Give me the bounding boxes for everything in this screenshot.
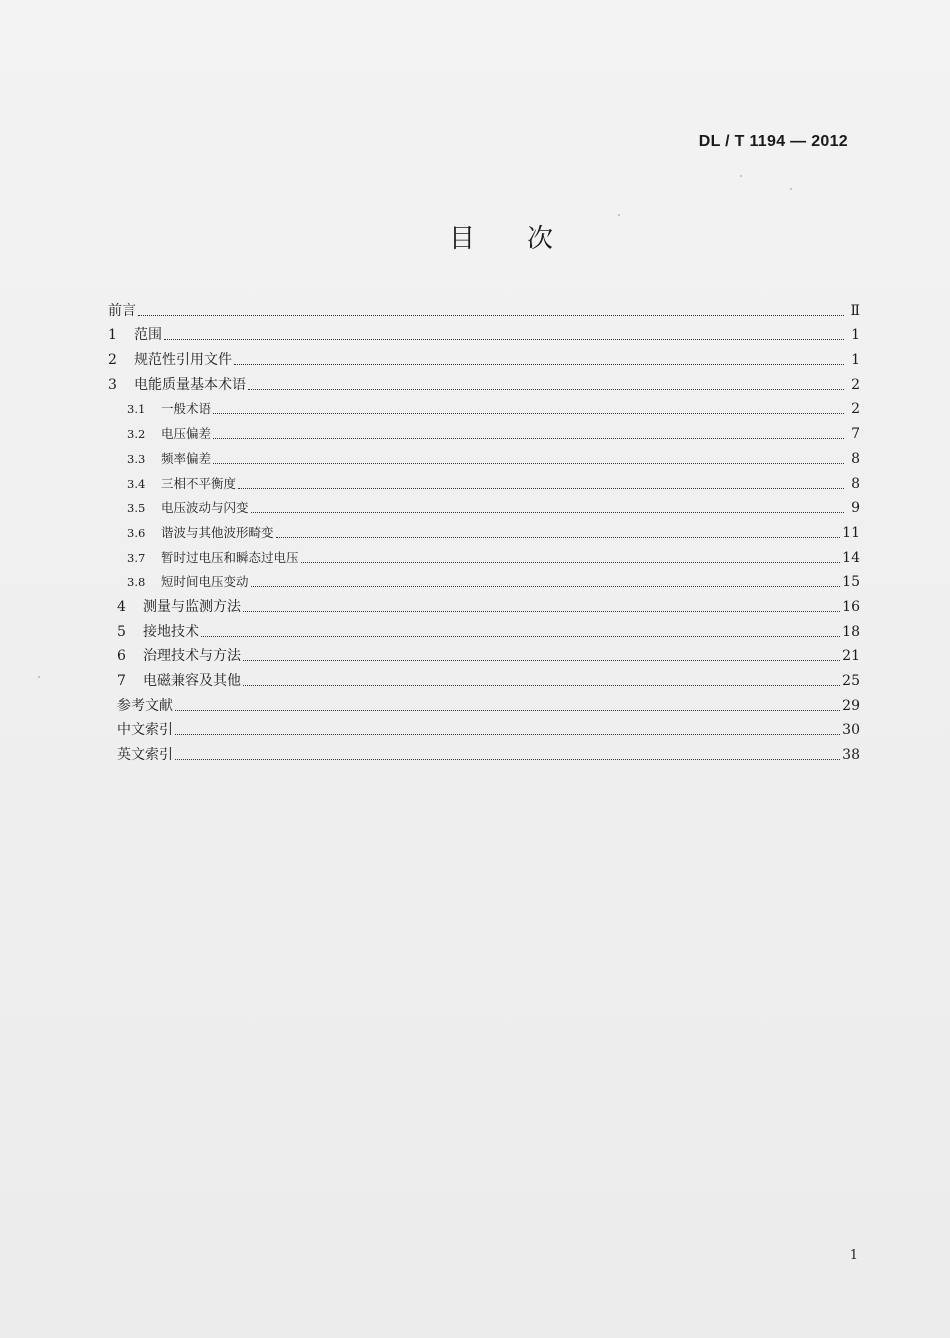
- toc-entry-foreword[interactable]: [108, 295, 860, 320]
- toc-leader: [251, 511, 844, 513]
- toc-entry-label: 治理技术与方法: [143, 648, 241, 665]
- toc-entry-6[interactable]: [108, 641, 860, 666]
- toc-entry-5[interactable]: [108, 616, 860, 641]
- toc-entry-label: 中文索引: [117, 722, 173, 739]
- scan-speck: [618, 214, 620, 216]
- toc-leader: [238, 487, 844, 489]
- toc-entry-page: 8: [851, 450, 860, 467]
- toc-entry-number: 2: [108, 352, 117, 369]
- toc-entry-number: 3.5: [127, 501, 146, 516]
- toc-leader: [201, 635, 840, 637]
- toc-entry-label: 电压波动与闪变: [161, 500, 249, 516]
- toc-entry-label: 一般术语: [161, 401, 212, 417]
- toc-entry-label: 范围: [134, 327, 162, 344]
- toc-entry-1[interactable]: [108, 320, 860, 345]
- toc-leader: [213, 412, 844, 414]
- toc-leader: [175, 709, 840, 711]
- toc-entry-label: 参考文献: [117, 697, 173, 714]
- toc-entry-page: 2: [851, 376, 860, 393]
- toc-entry-page: 25: [842, 673, 860, 689]
- toc-entry-number: 4: [117, 598, 126, 615]
- toc-leader: [243, 610, 840, 612]
- table-of-contents: [108, 295, 860, 764]
- toc-entry-page: 1: [851, 327, 860, 344]
- scan-speck: [740, 175, 742, 177]
- toc-leader: [164, 338, 844, 340]
- toc-entry-page: Ⅱ: [850, 302, 860, 319]
- toc-entry-number: 3.3: [127, 451, 146, 466]
- toc-entry-number: 1: [108, 327, 117, 344]
- toc-entry-3-5[interactable]: [108, 493, 860, 518]
- page-number: 1: [849, 1248, 858, 1263]
- toc-entry-3[interactable]: [108, 369, 860, 394]
- toc-entry-number: 6: [117, 648, 126, 665]
- toc-entry-references[interactable]: [108, 690, 860, 715]
- toc-entry-3-1[interactable]: [108, 394, 860, 419]
- toc-leader: [175, 733, 840, 735]
- toc-leader: [138, 314, 844, 316]
- toc-entry-3-4[interactable]: [108, 468, 860, 493]
- toc-entry-page: 14: [842, 549, 860, 566]
- toc-entry-label: 电磁兼容及其他: [143, 673, 241, 689]
- toc-entry-page: 30: [842, 722, 860, 739]
- toc-entry-label: 规范性引用文件: [134, 352, 232, 369]
- toc-entry-page: 15: [842, 574, 860, 591]
- toc-entry-number: 3.2: [127, 427, 146, 442]
- toc-leader: [243, 659, 840, 661]
- standard-number: DL / T 1194 — 2012: [698, 133, 848, 150]
- toc-entry-page: 8: [851, 475, 860, 492]
- toc-entry-number: 3.8: [127, 575, 146, 590]
- toc-entry-page: 2: [851, 401, 860, 418]
- toc-leader: [248, 388, 844, 390]
- toc-entry-label: 电能质量基本术语: [134, 376, 246, 393]
- toc-entry-page: 7: [851, 426, 860, 443]
- toc-entry-label: 暂时过电压和瞬态过电压: [161, 549, 299, 565]
- toc-leader: [301, 561, 841, 563]
- toc-entry-number: 3.1: [127, 402, 146, 417]
- toc-entry-label: 谐波与其他波形畸变: [161, 524, 274, 540]
- toc-entry-page: 29: [842, 697, 860, 714]
- toc-entry-label: 电压偏差: [161, 426, 212, 442]
- toc-entry-page: 1: [851, 352, 860, 369]
- toc-leader: [251, 585, 841, 587]
- toc-entry-label: 前言: [108, 302, 136, 319]
- toc-entry-label: 三相不平衡度: [161, 475, 237, 491]
- toc-entry-4[interactable]: [108, 591, 860, 616]
- toc-entry-chinese-index[interactable]: [108, 715, 860, 740]
- toc-entry-3-8[interactable]: [108, 567, 860, 592]
- toc-entry-number: 3.7: [127, 550, 146, 565]
- toc-entry-label: 频率偏差: [161, 450, 212, 466]
- toc-entry-number: 3: [108, 376, 117, 393]
- toc-entry-page: 18: [842, 623, 860, 640]
- toc-leader: [234, 363, 844, 365]
- toc-entry-3-3[interactable]: [108, 443, 860, 468]
- toc-leader: [213, 462, 844, 464]
- toc-entry-2[interactable]: [108, 344, 860, 369]
- toc-entry-3-6[interactable]: [108, 517, 860, 542]
- toc-entry-label: 测量与监测方法: [143, 598, 241, 615]
- toc-entry-english-index[interactable]: [108, 739, 860, 764]
- toc-entry-number: 5: [117, 623, 126, 640]
- toc-leader: [243, 684, 840, 686]
- toc-entry-number: 3.6: [127, 525, 146, 540]
- toc-entry-3-2[interactable]: [108, 418, 860, 443]
- toc-entry-page: 11: [842, 524, 860, 541]
- toc-leader: [175, 758, 840, 760]
- toc-entry-label: 短时间电压变动: [161, 574, 249, 590]
- toc-entry-page: 21: [842, 648, 860, 665]
- toc-leader: [213, 437, 844, 439]
- scan-speck: [790, 188, 792, 190]
- toc-entry-label: 接地技术: [143, 623, 199, 640]
- scan-speck: [38, 676, 40, 678]
- toc-entry-page: 38: [842, 747, 860, 764]
- toc-entry-page: 9: [851, 500, 860, 517]
- toc-entry-number: 7: [117, 673, 126, 689]
- toc-entry-label: 英文索引: [117, 747, 173, 764]
- toc-entry-number: 3.4: [127, 476, 146, 491]
- toc-entry-3-7[interactable]: [108, 542, 860, 567]
- toc-leader: [276, 536, 841, 538]
- toc-entry-page: 16: [842, 598, 860, 615]
- page-title: 目次: [448, 224, 605, 254]
- toc-entry-7[interactable]: [108, 665, 860, 690]
